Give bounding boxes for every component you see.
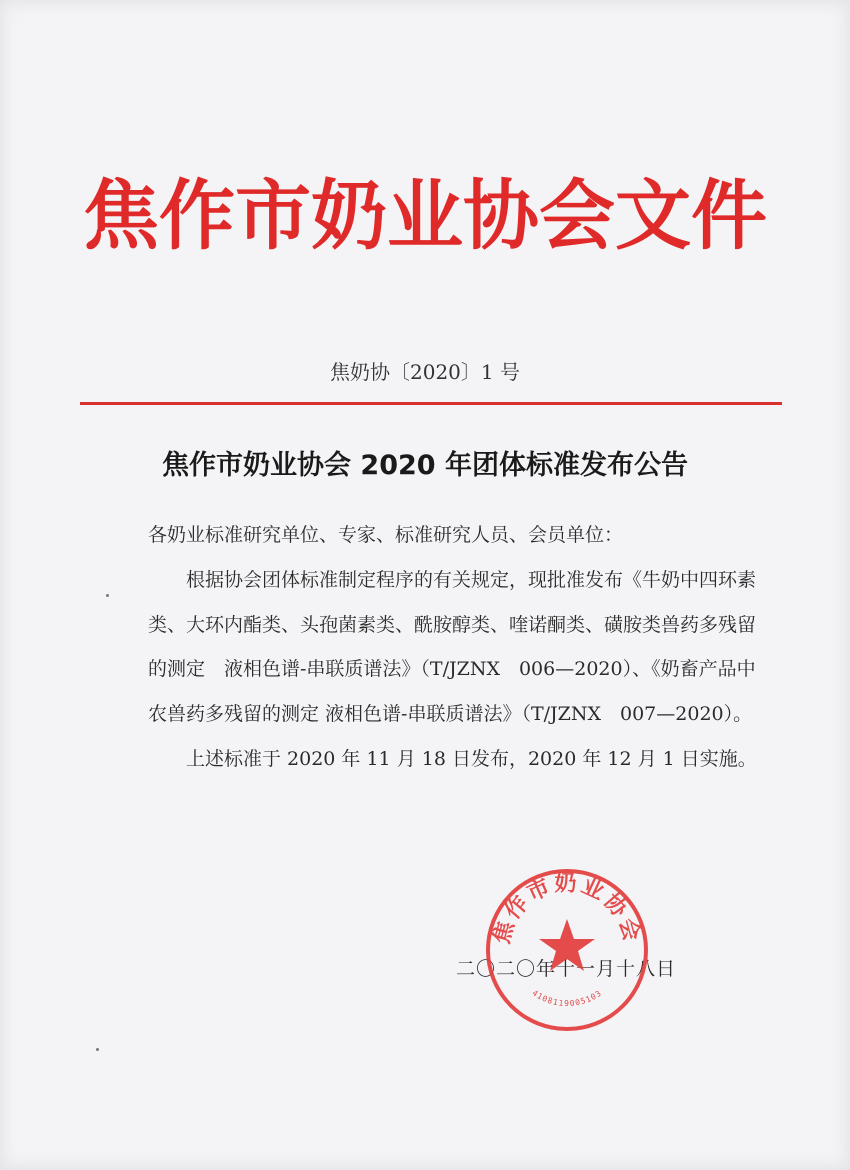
salutation: 各奶业标准研究单位、专家、标准研究人员、会员单位： bbox=[148, 524, 624, 546]
announcement-title: 焦作市奶业协会 2020 年团体标准发布公告 bbox=[162, 450, 688, 481]
seal-code: 4108119005103 bbox=[530, 988, 604, 1009]
official-seal-icon bbox=[484, 867, 650, 1033]
paragraph-dates: 上述标准于 2020 年 11 月 18 日发布，2020 年 12 月 1 日实施。 bbox=[186, 747, 757, 770]
seal-text: 焦作市奶业协会 bbox=[489, 871, 645, 947]
svg-text:4108119005103 bbox=[530, 988, 603, 1008]
red-divider-line bbox=[80, 402, 782, 405]
seal-star-icon bbox=[539, 919, 595, 971]
issue-date: 二〇二〇年十一月十八日 bbox=[456, 958, 677, 980]
paragraph-standards: 根据协会团体标准制定程序的有关规定，现批准发布《牛奶中四环素类、大环内酯类、头孢菌素类、酰胺醇类、喹诺酮类、磺胺类兽药多残留的测定 液相色谱-串联质谱法》（T/JZNX 006—2020）、《奶畜产品中农兽药多残留的测定 液相色谱-串联质谱法》（T/JZNX 007—2020）。 bbox=[148, 568, 757, 726]
announcement-body bbox=[148, 513, 760, 782]
document-number: 焦奶协〔2020〕1 号 bbox=[330, 360, 520, 384]
scan-speck bbox=[106, 594, 109, 597]
scan-speck bbox=[96, 1048, 99, 1051]
org-header-title: 焦作市奶业协会文件 bbox=[83, 171, 767, 260]
